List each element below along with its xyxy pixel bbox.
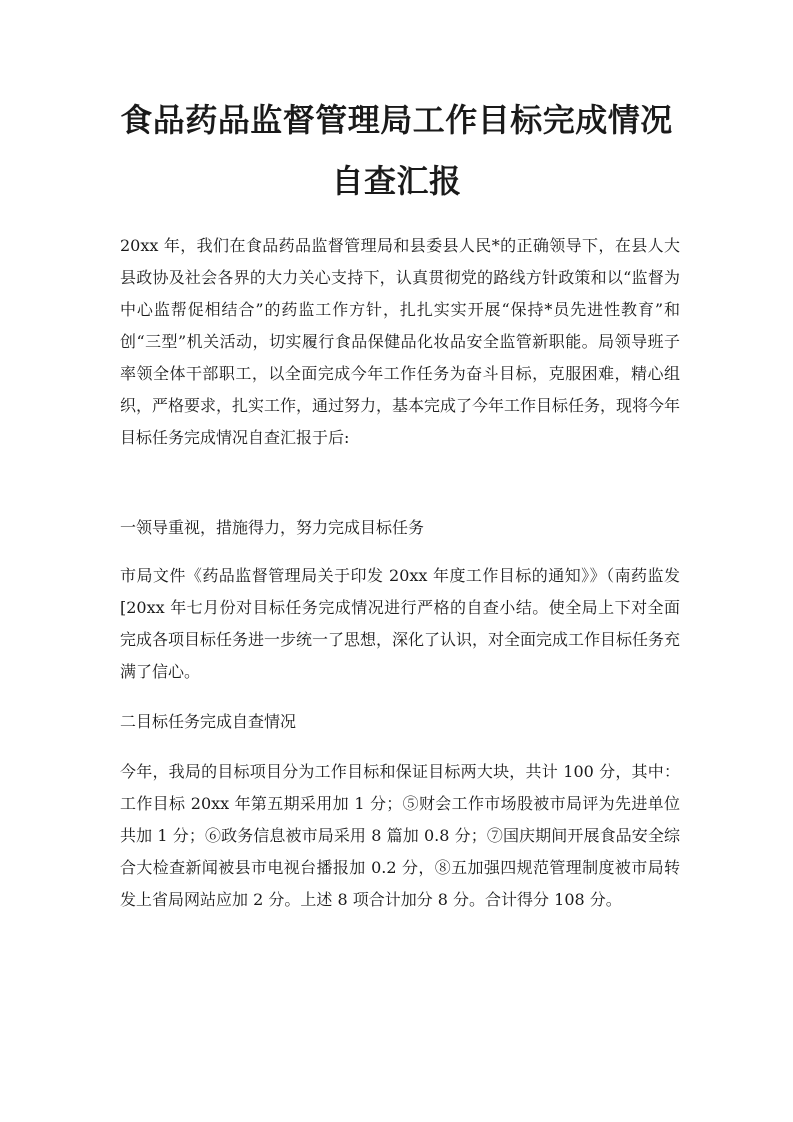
document-title-line-2: 自查汇报 — [331, 162, 462, 200]
document-title-line-1: 食品药品监督管理局工作目标完成情况 — [120, 101, 673, 139]
intro-paragraph: 20xx 年，我们在食品药品监督管理局和县委县人民*的正确领导下，在县人大县政协及社会各界的大力关心支持下，认真贯彻党的路线方针政策和以“监督为中心监帮促相结合”的药监工作方针，扎扎实实开展“保持*员先进性教育”和创“三型”机关活动，切实履行食品保健品化妆品安全监管新职能。局领导班子率领全体干部职工，以全面完成今年工作任务为奋斗目标，克服困难，精心组织，严格要求，扎实工作，通过努力，基本完成了今年工作目标任务，现将今年目标任务完成情况自查汇报于后: — [120, 236, 681, 447]
section-2-paragraph: 今年，我局的目标项目分为工作目标和保证目标两大块，共计 100 分，其中：工作目标 20xx 年第五期采用加 1 分；⑤财会工作市场股被市局评为先进单位共加 1 分；⑥政务信息被市局采用 8 篇加 0.8 分；⑦国庆期间开展食品安全综合大检查新闻被县市电视台播报加 0.2 分，⑧五加强四规范管理制度被市局转发上省局网站应加 2 分。上述 8 项合计加分 8 分。合计得分 108 分。 — [120, 762, 680, 909]
section-heading-1: 一领导重视，措施得力，努力完成目标任务 — [120, 518, 425, 537]
section-heading-2: 二目标任务完成自查情况 — [120, 712, 297, 731]
section-1-paragraph: 市局文件《药品监督管理局关于印发 20xx 年度工作目标的通知》》（南药监发[20xx 年七月份对目标任务完成情况进行严格的自查小结。使全局上下对全面完成各项目标任务进一步统一了思想，深化了认识，对全面完成工作目标任务充满了信心。 — [120, 566, 681, 681]
